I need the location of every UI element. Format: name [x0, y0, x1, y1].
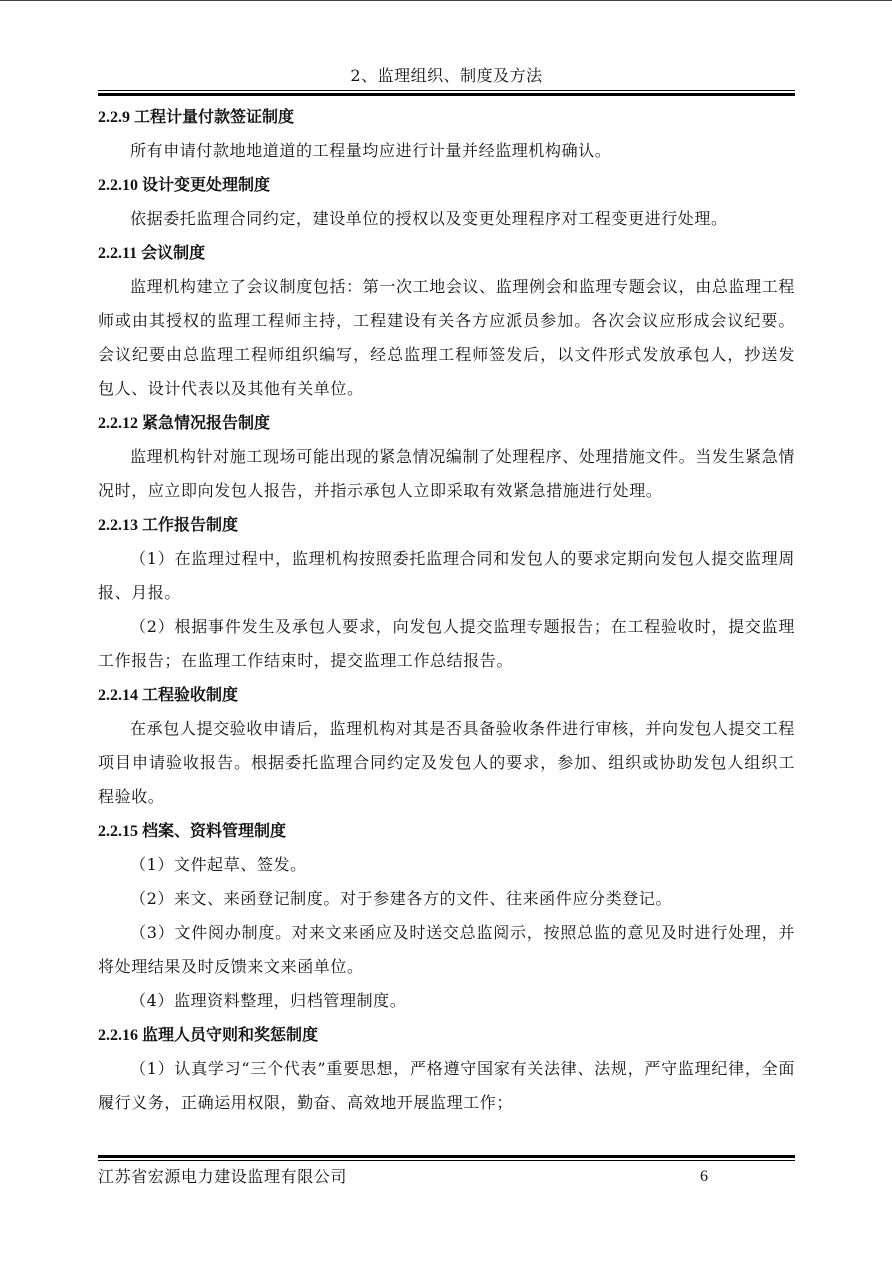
section-number: 2.2.13 — [98, 517, 138, 534]
footer-rule-thick — [98, 1155, 795, 1158]
paragraph: （2）来文、来函登记制度。对于参建各方的文件、往来函件应分类登记。 — [130, 889, 672, 908]
footer-rule-thin — [98, 1160, 795, 1161]
section-number: 2.2.16 — [98, 1027, 138, 1044]
section-2-2-16 — [98, 1018, 795, 1120]
footer-company-name: 江苏省宏源电力建设监理有限公司 — [98, 1167, 348, 1186]
section-heading — [98, 1018, 795, 1052]
header-rule-thin — [98, 90, 795, 91]
section-heading — [98, 508, 795, 542]
section-2-2-15 — [98, 814, 795, 1018]
paragraph: 在承包人提交验收申请后，监理机构对其是否具备验收条件进行审核，并向发包人提交工程项目申请验收报告。根据委托监理合同约定及发包人的要求，参加、组织或协助发包人组织工程验收。 — [98, 719, 795, 806]
paragraph: （1）文件起草、签发。 — [130, 855, 307, 874]
section-title: 工程验收制度 — [142, 685, 239, 704]
section-2-2-11 — [98, 236, 795, 406]
section-heading — [98, 814, 795, 848]
page-header-title: 2、监理组织、制度及方法 — [350, 66, 543, 85]
section-number: 2.2.11 — [98, 245, 138, 262]
section-title: 设计变更处理制度 — [142, 175, 271, 194]
section-2-2-12 — [98, 406, 795, 508]
paragraph: 监理机构建立了会议制度包括：第一次工地会议、监理例会和监理专题会议，由总监理工程师或由其授权的监理工程师主持，工程建设有关各方应派员参加。各次会议应形成会议纪要。会议纪要由总监理工程师组织编写，经总监理工程师签发后，以文件形式发放承包人，抄送发包人、设计代表以及其他有关单位。 — [98, 277, 795, 398]
section-number: 2.2.15 — [98, 823, 138, 840]
section-title: 工作报告制度 — [142, 515, 239, 534]
section-title: 会议制度 — [141, 243, 206, 262]
section-number: 2.2.10 — [98, 177, 138, 194]
section-title: 档案、资料管理制度 — [142, 821, 287, 840]
section-heading — [98, 100, 795, 134]
paragraph: （1）认真学习“三个代表”重要思想，严格遵守国家有关法律、法规，严守监理纪律，全面履行义务，正确运用权限，勤奋、高效地开展监理工作； — [98, 1059, 795, 1112]
document-body — [98, 100, 795, 1120]
paragraph: 依据委托监理合同约定，建设单位的授权以及变更处理程序对工程变更进行处理。 — [130, 209, 728, 228]
section-title: 工程计量付款签证制度 — [134, 107, 295, 126]
paragraph: （2）根据事件发生及承包人要求，向发包人提交监理专题报告；在工程验收时，提交监理工作报告；在监理工作结束时，提交监理工作总结报告。 — [98, 617, 795, 670]
paragraph: （4）监理资料整理，归档管理制度。 — [130, 991, 407, 1010]
section-title: 监理人员守则和奖惩制度 — [142, 1025, 319, 1044]
header-rule-thick — [98, 93, 795, 96]
paragraph: （1）在监理过程中，监理机构按照委托监理合同和发包人的要求定期向发包人提交监理周报、月报。 — [98, 549, 795, 602]
section-number: 2.2.12 — [98, 415, 138, 432]
section-2-2-10 — [98, 168, 795, 236]
paragraph: 监理机构针对施工现场可能出现的紧急情况编制了处理程序、处理措施文件。当发生紧急情况时，应立即向发包人报告，并指示承包人立即采取有效紧急措施进行处理。 — [98, 447, 795, 500]
page-top-border — [0, 0, 892, 1]
paragraph: （3）文件阅办制度。对来文来函应及时送交总监阅示，按照总监的意见及时进行处理，并将处理结果及时反馈来文来函单位。 — [98, 923, 795, 976]
paragraph: 所有申请付款地地道道的工程量均应进行计量并经监理机构确认。 — [130, 141, 612, 160]
section-2-2-14 — [98, 678, 795, 814]
section-2-2-9 — [98, 100, 795, 168]
footer-page-number: 6 — [700, 1168, 708, 1185]
section-title: 紧急情况报告制度 — [142, 413, 271, 432]
section-2-2-13 — [98, 508, 795, 678]
section-heading — [98, 168, 795, 202]
section-number: 2.2.14 — [98, 687, 138, 704]
section-number: 2.2.9 — [98, 109, 130, 126]
section-heading — [98, 678, 795, 712]
section-heading — [98, 406, 795, 440]
section-heading — [98, 236, 795, 270]
